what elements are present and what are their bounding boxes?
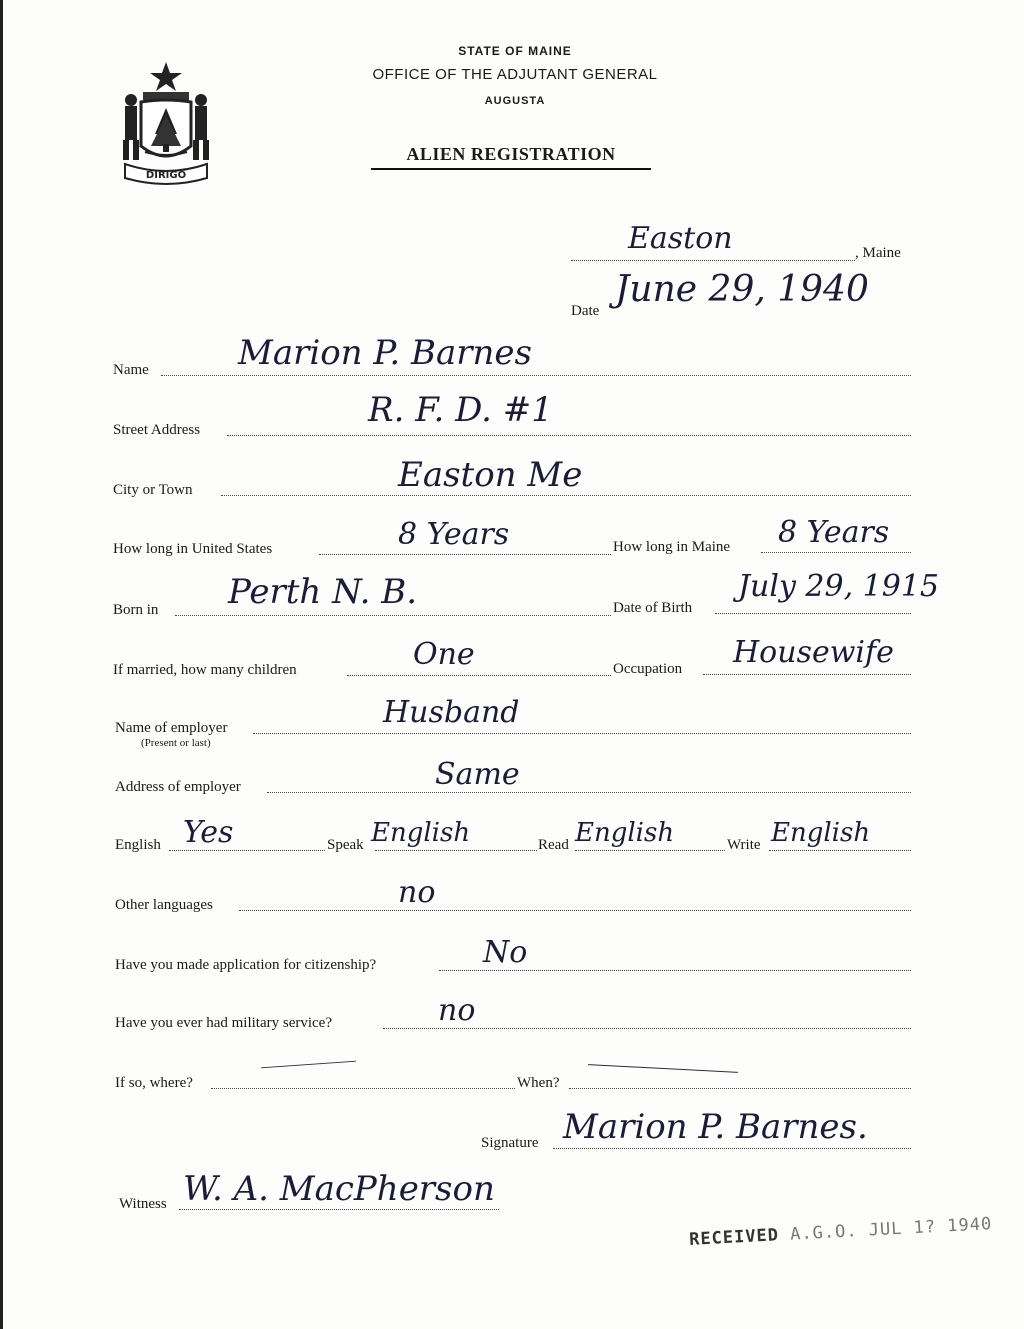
date-value: June 29, 1940 [615, 269, 869, 310]
employer-sublabel: (Present or last) [141, 737, 211, 749]
witness-value: W. A. MacPherson [183, 1169, 495, 1209]
where-dash-mark [261, 1061, 356, 1069]
witness-label: Witness [119, 1196, 167, 1212]
children-line [347, 675, 611, 676]
where-line [211, 1088, 515, 1089]
town-value: Easton [628, 221, 733, 256]
military-label: Have you ever had military service? [115, 1015, 332, 1031]
received-stamp-word: RECEIVED [688, 1225, 780, 1250]
signature-label: Signature [481, 1135, 539, 1151]
occupation-value: Housewife [733, 635, 894, 670]
occupation-line [703, 674, 911, 675]
dob-label: Date of Birth [613, 600, 693, 616]
read-value: English [575, 818, 675, 848]
date-label: Date [571, 303, 600, 319]
born-line [175, 615, 611, 616]
children-value: One [413, 637, 475, 672]
employer-value: Husband [383, 695, 520, 730]
town-line [571, 260, 855, 261]
street-value: R. F. D. #1 [368, 390, 553, 430]
occupation-label: Occupation [613, 661, 683, 677]
name-line [161, 375, 911, 376]
signature-value: Marion P. Barnes. [563, 1107, 868, 1147]
received-stamp-text: A.G.O. JUL 1? 1940 [789, 1214, 993, 1245]
read-label: Read [538, 837, 569, 853]
street-line [227, 435, 911, 436]
when-label: When? [517, 1075, 560, 1091]
when-dash-mark [588, 1064, 738, 1073]
other-languages-label: Other languages [115, 897, 213, 913]
city-value: Easton Me [398, 455, 583, 495]
city-line [221, 495, 911, 496]
military-line [383, 1028, 911, 1029]
write-value: English [771, 818, 871, 848]
seal-motto: DIRIGO [145, 170, 187, 181]
citizenship-line [439, 970, 911, 971]
employer-address-line [267, 792, 911, 793]
born-label: Born in [113, 602, 159, 618]
english-label: English [115, 837, 161, 853]
when-line [569, 1088, 911, 1089]
speak-label: Speak [327, 837, 364, 853]
street-label: Street Address [113, 422, 201, 438]
employer-address-label: Address of employer [115, 779, 241, 795]
dob-value: July 29, 1915 [738, 569, 940, 604]
english-value: Yes [183, 815, 234, 850]
state-heading: STATE OF MAINE [458, 44, 572, 58]
witness-line [179, 1209, 499, 1210]
us-duration-line [319, 554, 611, 555]
employer-label: Name of employer [115, 720, 228, 736]
employer-address-value: Same [435, 757, 520, 792]
city-label: City or Town [113, 482, 193, 498]
english-line [169, 850, 325, 851]
maine-duration-label: How long in Maine [613, 539, 731, 555]
us-duration-label: How long in United States [113, 541, 273, 557]
where-label: If so, where? [115, 1075, 193, 1091]
employer-line [253, 733, 911, 734]
office-heading: OFFICE OF THE ADJUTANT GENERAL [372, 66, 658, 83]
read-line [575, 850, 725, 851]
citizenship-value: No [483, 935, 528, 970]
name-value: Marion P. Barnes [238, 333, 532, 373]
other-languages-value: no [398, 875, 436, 910]
children-label: If married, how many children [113, 662, 297, 678]
maine-duration-value: 8 Years [778, 515, 890, 550]
other-languages-line [239, 910, 911, 911]
name-label: Name [113, 362, 149, 378]
maine-label: , Maine [855, 245, 901, 261]
born-value: Perth N. B. [228, 572, 418, 612]
maine-duration-line [761, 552, 911, 553]
write-label: Write [727, 837, 761, 853]
write-line [769, 850, 911, 851]
speak-value: English [371, 818, 471, 848]
us-duration-value: 8 Years [398, 517, 510, 552]
military-value: no [438, 993, 476, 1028]
speak-line [375, 850, 537, 851]
form-title: ALIEN REGISTRATION [371, 144, 651, 170]
city-heading: AUGUSTA [484, 95, 546, 107]
received-stamp [689, 1214, 993, 1250]
dob-line [715, 613, 911, 614]
signature-line [553, 1148, 911, 1149]
citizenship-label: Have you made application for citizenship? [115, 957, 377, 973]
